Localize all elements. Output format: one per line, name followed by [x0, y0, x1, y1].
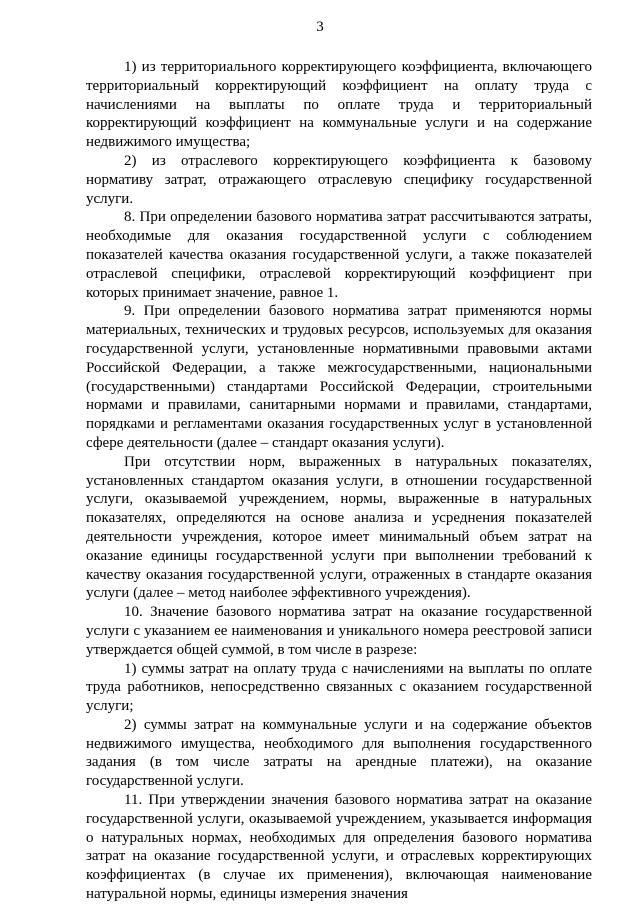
paragraph-clause-10-item-2: 2) суммы затрат на коммунальные услуги и на содержание объектов недвижимого имущества, необходимого для выполнения государственного задания (в том числе затраты на арендные платежи), на оказание государственной услуги. [86, 716, 592, 790]
page-number: 3 [316, 19, 324, 35]
paragraph-clause-9-continued: При отсутствии норм, выраженных в натуральных показателях, установленных стандартом оказания услуги, в отношении государственной услуги, оказываемой учреждением, нормы, выраженные в натуральных показателях, определяются на основе анализа и усреднения показателей деятельности учреждения, которое имеет минимальный объем затрат на оказание единицы государственной услуги при выполнении требований к качеству оказания государственной услуги, отраженных в стандарте оказания услуги (далее – метод наиболее эффективного учреждения). [86, 453, 592, 602]
paragraph-item-1: 1) из территориального корректирующего коэффициента, включающего территориальный корректирующий коэффициент на оплату труда с начислениями на выплаты по оплате труда и территориальный корректирующий коэффициент на коммунальные услуги и на содержание недвижимого имущества; [86, 59, 592, 151]
document-body [86, 58, 592, 904]
paragraph-clause-9: 9. При определении базового норматива затрат применяются нормы материальных, технических и трудовых ресурсов, используемых для оказания государственной услуги, установленные нормативными правовыми актами Российской Федерации, а также межгосударственными, национальными (государственными) стандартами Российской Федерации, строительными нормами и правилами, санитарными нормами и правилами, стандартами, порядками и регламентами оказания государственных услуг в установленной сфере деятельности (далее – стандарт оказания услуги). [86, 303, 592, 451]
paragraph-item-2: 2) из отраслевого корректирующего коэффициента к базовому нормативу затрат, отражающего отраслевую специфику государственной услуги. [86, 152, 592, 207]
paragraph-clause-10-item-1: 1) суммы затрат на оплату труда с начислениями на выплаты по оплате труда работников, непосредственно связанных с оказанием государственной услуги; [86, 660, 592, 715]
paragraph-clause-10: 10. Значение базового норматива затрат на оказание государственной услуги с указанием ее наименования и уникального номера реестровой записи утверждается общей суммой, в том числе в разрезе: [86, 604, 592, 658]
paragraph-clause-8: 8. При определении базового норматива затрат рассчитываются затраты, необходимые для оказания государственной услуги с соблюдением показателей качества оказания государственной услуги, а также показателей отраслевой специфики, отраслевой корректирующий коэффициент при которых принимает значение, равное 1. [86, 209, 592, 301]
paragraph-clause-11: 11. При утверждении значения базового норматива затрат на оказание государственной услуги, оказываемой учреждением, указывается информация о натуральных нормах, необходимых для определения базового норматива затрат на оказание государственной услуги, и отраслевых корректирующих коэффициентах (в случае их применения), включающая наименование натуральной нормы, единицы измерения значения [86, 792, 592, 903]
